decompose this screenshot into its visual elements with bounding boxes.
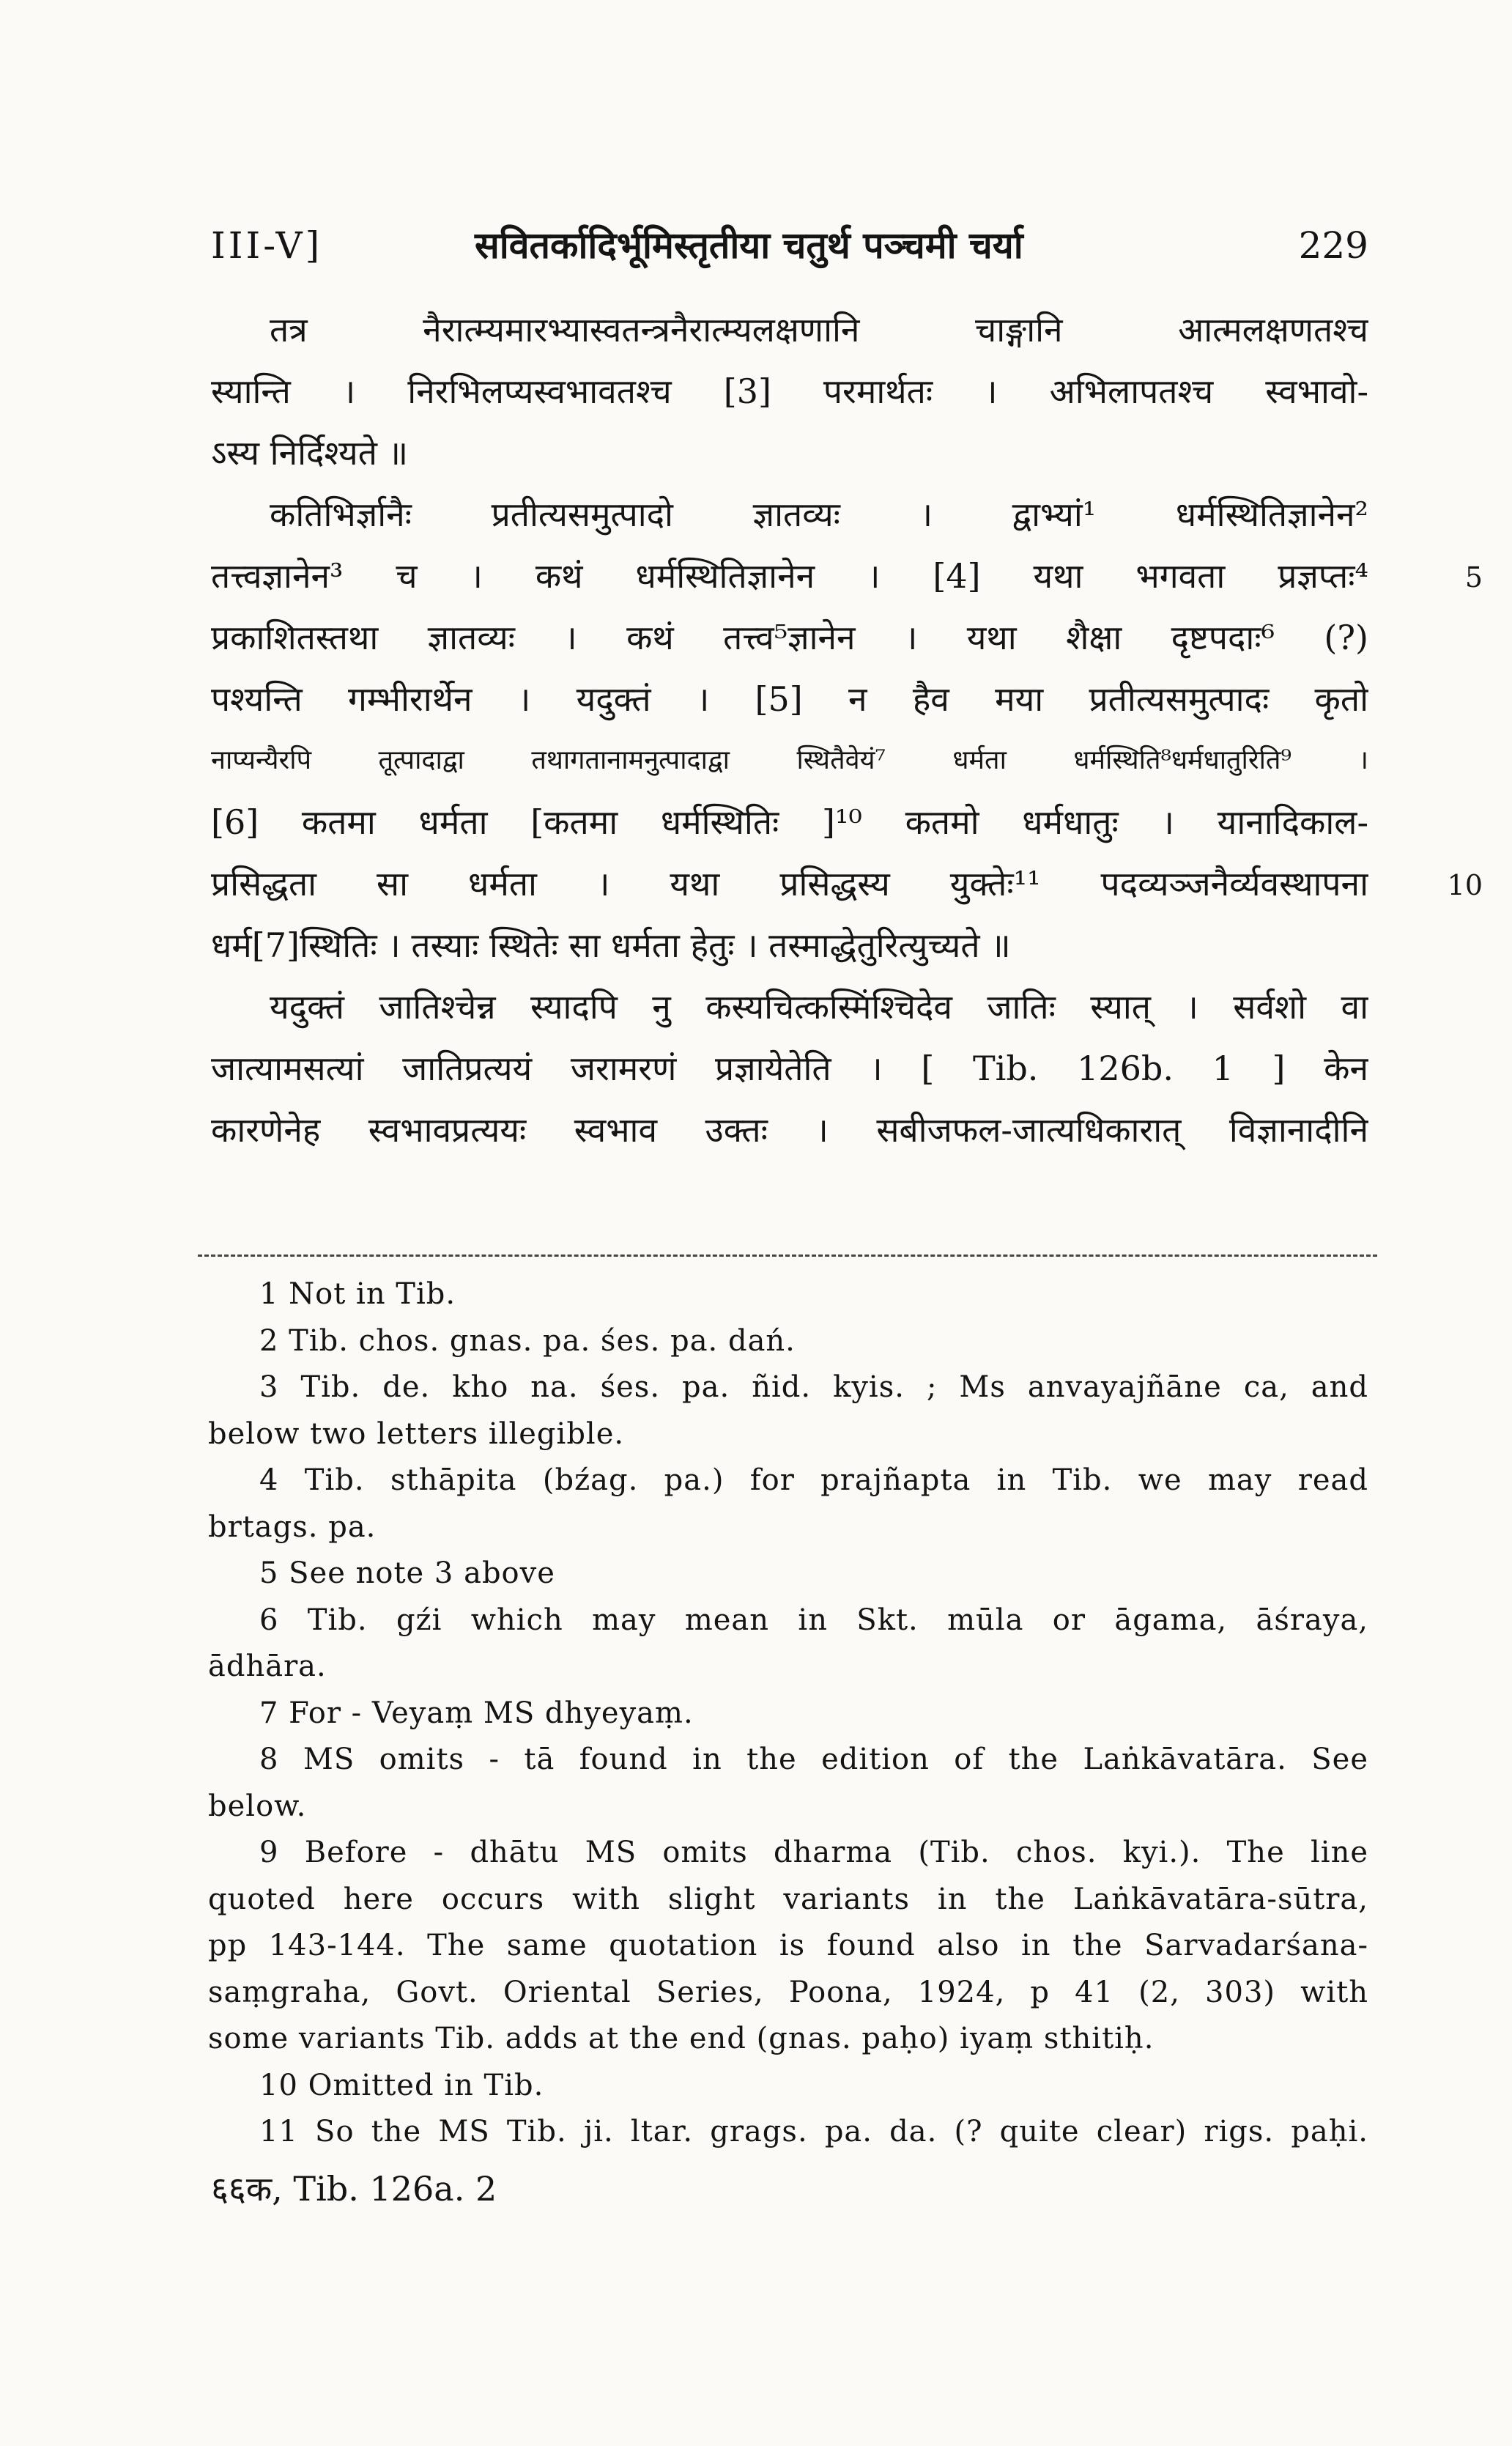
footnote-line: saṃgraha, Govt. Oriental Series, Poona, 1924, p 41 (2, 303) with	[208, 1975, 1368, 2009]
margin-line-number: 10	[1447, 869, 1483, 901]
margin-line-number: 5	[1464, 561, 1483, 594]
text-line: धर्म[7]स्थितिः । तस्याः स्थितेः सा धर्मता हेतुः । तस्माद्धेतुरित्युच्यते ॥	[211, 925, 1011, 965]
footnote-line: 5 See note 3 above	[259, 1556, 555, 1590]
footnote-line: 3 Tib. de. kho na. śes. pa. ñid. kyis. ; Ms anvayajñāne ca, and	[259, 1370, 1368, 1404]
sanskrit-text-block	[211, 299, 1368, 1161]
footnotes	[208, 1271, 1368, 2156]
text-line: स्यान्ति । निरभिलप्यस्वभावतश्च [3] परमार्थतः । अभिलापतश्च स्वभावो-	[211, 372, 1368, 411]
text-line: प्रसिद्धता सा धर्मता । यथा प्रसिद्धस्य युक्तेः¹¹ पदव्यञ्जनैर्व्यवस्थापना	[211, 864, 1368, 904]
text-line: कतिभिर्ज्ञानैः प्रतीत्यसमुत्पादो ज्ञातव्यः । द्वाभ्यां¹ धर्मस्थितिज्ञानेन²	[270, 495, 1368, 534]
footnote-divider	[198, 1255, 1377, 1257]
footnote-line: ādhāra.	[208, 1649, 327, 1683]
text-line: [6] कतमा धर्मता [कतमा धर्मस्थितिः ]¹⁰ कतमो धर्मधातुः । यानादिकाल-	[211, 802, 1368, 842]
footnote-line: 9 Before - dhātu MS omits dharma (Tib. chos. kyi.). The line	[259, 1836, 1368, 1869]
footnote-line: 4 Tib. sthāpita (bźag. pa.) for prajñapta in Tib. we may read	[259, 1463, 1368, 1497]
section-range: III-V]	[211, 224, 323, 267]
running-header	[211, 220, 1368, 286]
text-line: जात्यामसत्यां जातिप्रत्ययं जरामरणं प्रज्ञायेतेति । [ Tib. 126b. 1 ] केन	[211, 1049, 1368, 1088]
footnote-line: 7 For - Veyaṃ MS dhyeyaṃ.	[259, 1696, 694, 1730]
text-line: यदुक्तं जातिश्चेन्न स्यादपि नु कस्यचित्कस्मिंश्चिदेव जातिः स्यात् । सर्वशो वा	[270, 987, 1368, 1027]
footnote-line: 11 So the MS Tib. ji. ltar. grags. pa. da. (? quite clear) rigs. paḥi.	[259, 2115, 1368, 2148]
page-number: 229	[1298, 224, 1368, 267]
footnote-line: 10 Omitted in Tib.	[259, 2068, 544, 2102]
chapter-title: सवितर्कादिर्भूमिस्तृतीया चतुर्थ पञ्चमी चर्या	[475, 223, 1023, 267]
folio-reference: ६६क, Tib. 126a. 2	[211, 2168, 497, 2209]
text-line: ऽस्य निर्दिश्यते ॥	[211, 433, 409, 473]
footnote-line: some variants Tib. adds at the end (gnas. paḥo) iyaṃ sthitiḥ.	[208, 2022, 1155, 2055]
footnote-line: 2 Tib. chos. gnas. pa. śes. pa. dań.	[259, 1323, 796, 1358]
text-line: कारणेनेह स्वभावप्रत्ययः स्वभाव उक्तः । सबीजफल-जात्यधिकारात् विज्ञानादीनि	[211, 1110, 1368, 1150]
text-line: नाप्यन्यैरपि तूत्पादाद्वा तथागतानामनुत्पादाद्वा स्थितैवेयं⁷ धर्मता धर्मस्थिति⁸धर्मधातुरिति⁹ ।	[211, 745, 1368, 775]
footnote-line: 1 Not in Tib.	[259, 1277, 456, 1311]
footnote-line: brtags. pa.	[208, 1510, 377, 1544]
footnote-line: 6 Tib. gźi which may mean in Skt. mūla or āgama, āśraya,	[259, 1603, 1368, 1637]
text-line: प्रकाशितस्तथा ज्ञातव्यः । कथं तत्त्व⁵ज्ञानेन । यथा शैक्षा दृष्टपदाः⁶ (?)	[211, 618, 1368, 657]
text-line: तत्त्वज्ञानेन³ च । कथं धर्मस्थितिज्ञानेन । [4] यथा भगवता प्रज्ञप्तः⁴	[211, 556, 1368, 596]
footnote-line: 8 MS omits - tā found in the edition of the Laṅkāvatāra. See	[259, 1743, 1368, 1776]
footnote-line: pp 143-144. The same quotation is found also in the Sarvadarśana-	[208, 1929, 1368, 1962]
footnote-line: quoted here occurs with slight variants in the Laṅkāvatāra-sūtra,	[208, 1882, 1368, 1916]
text-line: तत्र नैरात्म्यमारभ्यास्वतन्त्रनैरात्म्यलक्षणानि चाङ्गानि आत्मलक्षणतश्च	[270, 310, 1368, 350]
footnote-line: below two letters illegible.	[208, 1416, 625, 1451]
text-line: पश्यन्ति गम्भीरार्थेन । यदुक्तं । [5] न हैव मया प्रतीत्यसमुत्पादः कृतो	[211, 679, 1368, 719]
footnote-line: below.	[208, 1789, 307, 1823]
